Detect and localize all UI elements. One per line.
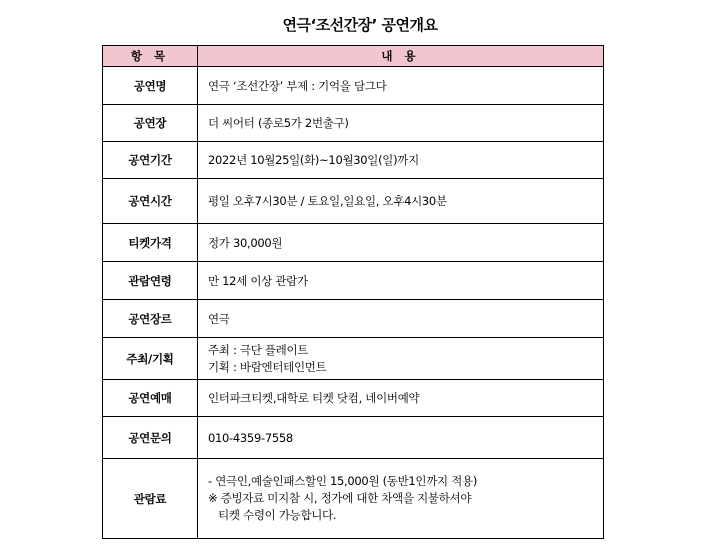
table-row [103,300,604,338]
row-label: 공연기간 [103,142,198,179]
row-value: 더 씨어터 (종로5가 2번출구) [198,105,604,142]
table-header-row [103,46,604,67]
row-label: 공연시간 [103,179,198,224]
organizer-line: 주최 : 극단 플레이트 [208,342,309,357]
row-label: 공연장르 [103,300,198,338]
table-row [103,67,604,105]
notice-line: ※ 증빙자료 미지참 시, 정가에 대한 차액을 지불하셔야 [208,491,472,505]
discount-line: - 연극인,예술인패스할인 15,000원 (동반1인까지 적용) [208,474,478,488]
row-value: 연극 ‘조선간장’ 부제 : 기억을 담그다 [198,67,604,105]
row-label: 공연문의 [103,417,198,459]
table-row [103,417,604,459]
overview-table [102,45,604,539]
row-value: 평일 오후7시30분 / 토요일,일요일, 오후4시30분 [198,179,604,224]
row-value [198,459,604,539]
table-row [103,179,604,224]
row-value: 만 12세 이상 관람가 [198,262,604,300]
row-label: 주최/기획 [103,338,198,380]
table-row [103,105,604,142]
row-value: 정가 30,000원 [198,224,604,262]
table-row [103,380,604,417]
header-content: 내 용 [198,46,604,67]
header-item: 항 목 [103,46,198,67]
table-row [103,459,604,539]
table-row [103,262,604,300]
row-value [198,338,604,380]
table-row [103,338,604,380]
page-title: 연극‘조선간장’ 공연개요 [282,16,438,34]
row-label: 공연장 [103,105,198,142]
row-label: 공연명 [103,67,198,105]
notice-line-2: 티켓 수령이 가능합니다. [208,508,337,522]
row-value: 인터파크티켓,대학로 티켓 닷컴, 네이버예약 [198,380,604,417]
row-value: 2022년 10월25일(화)~10월30일(일)까지 [198,142,604,179]
table-row [103,142,604,179]
row-label: 관람료 [103,459,198,539]
table-row [103,224,604,262]
row-label: 공연예매 [103,380,198,417]
row-value: 010-4359-7558 [198,417,604,459]
row-label: 관람연령 [103,262,198,300]
row-value: 연극 [198,300,604,338]
planner-line: 기획 : 바람엔터테인먼트 [208,359,327,374]
row-label: 티켓가격 [103,224,198,262]
